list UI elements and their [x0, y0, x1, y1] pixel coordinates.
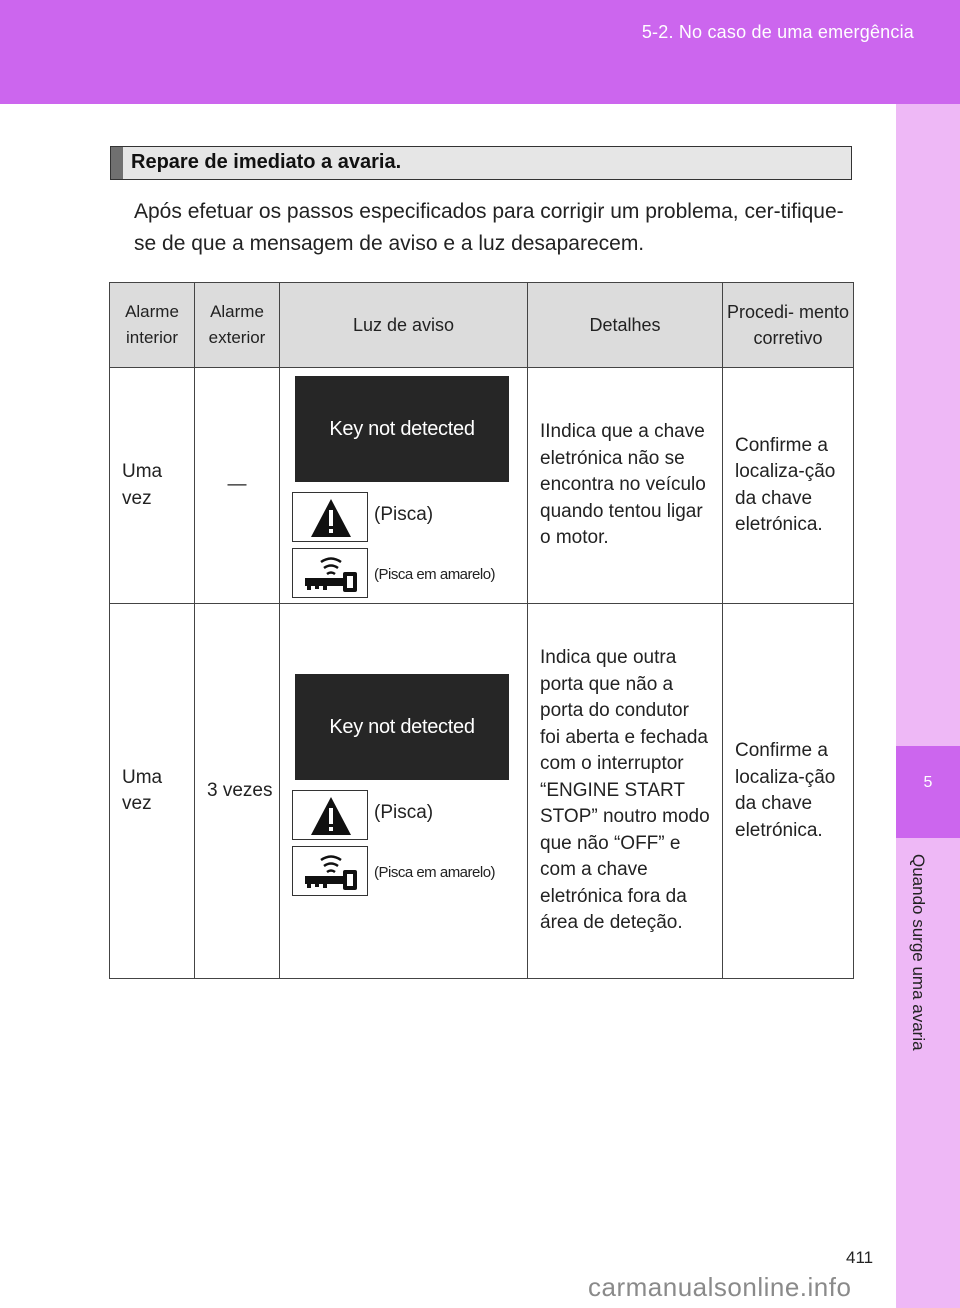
- cell-procedure: Confirme a localiza-ção da chave eletrónica.: [723, 368, 854, 604]
- chapter-number: 5: [923, 774, 933, 791]
- header-interior-alarm: Alarme interior: [110, 283, 195, 368]
- table-row: [110, 604, 854, 979]
- header-details: Detalhes: [528, 283, 723, 368]
- chapter-side-tab: [896, 104, 960, 1308]
- screen-message: Key not detected: [329, 716, 475, 738]
- section-heading: [110, 146, 852, 180]
- smart-key-icon: [292, 548, 368, 598]
- chapter-title: Quando surge uma avaria: [909, 854, 928, 1051]
- cell-exterior-alarm: 3 vezes: [195, 604, 280, 979]
- page-number: 411: [846, 1248, 874, 1267]
- table-header-row: [110, 283, 854, 368]
- cell-exterior-alarm: —: [195, 368, 280, 604]
- heading-accent-bar: [111, 147, 123, 179]
- header-procedure: Procedi- mento corretivo: [723, 283, 854, 368]
- cell-interior-alarm: Uma vez: [110, 604, 195, 979]
- warning-triangle-icon: [292, 492, 368, 542]
- cell-warning-light: [280, 604, 528, 979]
- screen-message: Key not detected: [329, 418, 475, 440]
- icon-label-blink-amber: (Pisca em amarelo): [374, 864, 496, 881]
- chapter-number-box: [896, 746, 960, 838]
- cell-interior-alarm: Uma vez: [110, 368, 195, 604]
- watermark: carmanualsonline.info: [588, 1272, 852, 1302]
- intro-paragraph: Após efetuar os passos especificados para corrigir um problema, cer-tifique-se de que a mensagem de aviso e a luz desaparecem.: [134, 200, 844, 255]
- header-band: [0, 0, 960, 104]
- header-warning-light: Luz de aviso: [280, 283, 528, 368]
- icon-label-blink: (Pisca): [374, 504, 434, 525]
- cell-details: IIndica que a chave eletrónica não se encontra no veículo quando tentou ligar o motor.: [528, 368, 723, 604]
- cell-details: Indica que outra porta que não a porta do condutor foi aberta e fechada com o interruptor “ENGINE START STOP” noutro modo que não “OFF” e com a chave eletrónica fora da área de deteção.: [528, 604, 723, 979]
- heading-text: Repare de imediato a avaria.: [131, 151, 402, 173]
- display-screen: [295, 376, 509, 482]
- smart-key-icon: [292, 846, 368, 896]
- table-row: [110, 368, 854, 604]
- warning-triangle-icon: [292, 790, 368, 840]
- cell-warning-light: [280, 368, 528, 604]
- icon-label-blink: (Pisca): [374, 802, 434, 823]
- header-exterior-alarm: Alarme exterior: [195, 283, 280, 368]
- warning-table: [109, 282, 854, 979]
- section-title: 5-2. No caso de uma emergência: [641, 22, 914, 42]
- display-screen: [295, 674, 509, 780]
- icon-label-blink-amber: (Pisca em amarelo): [374, 566, 496, 583]
- cell-procedure: Confirme a localiza-ção da chave eletrónica.: [723, 604, 854, 979]
